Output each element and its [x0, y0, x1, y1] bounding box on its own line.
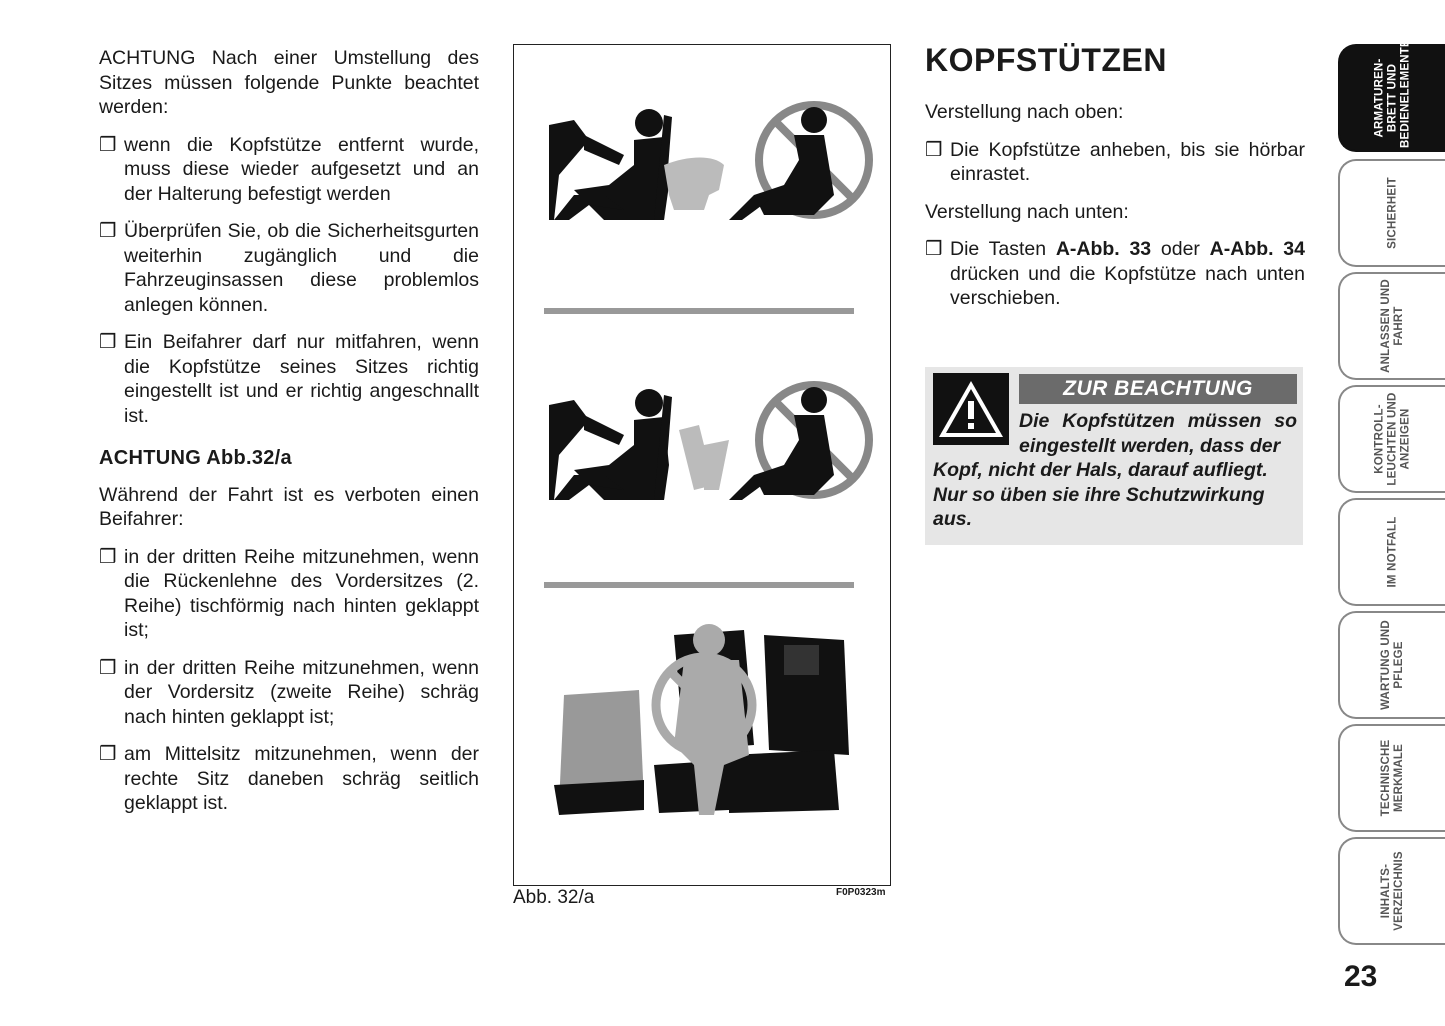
figure-32a [513, 44, 891, 886]
tab-kontrollleuchten[interactable]: KONTROLL-LEUCHTEN UND ANZEIGEN [1338, 385, 1445, 493]
checkbox-icon: ❒ [925, 238, 943, 260]
list-item: ❒ in der dritten Reihe mitzunehmen, wenn der Vordersitz (zweite Reihe) schräg nach hinten geklappt ist; [99, 656, 479, 728]
list-item: ❒ Ein Beifahrer darf nur mitfahren, wenn die Kopfstütze seines Sitzes richtig eingestellt ist und er richtig angeschnallt ist. [99, 331, 479, 427]
figure-code: F0P0323m [836, 887, 886, 898]
panel-3-illustration [554, 624, 849, 815]
tab-wartung[interactable]: WARTUNG UND PFLEGE [1338, 611, 1445, 719]
tab-im-notfall[interactable]: IM NOTFALL [1338, 498, 1445, 606]
list-item: ❒ wenn die Kopfstütze entfernt wurde, muss diese wieder aufgesetzt und an der Halterung befestigt werden [99, 133, 479, 205]
checkbox-icon: ❒ [99, 743, 117, 765]
section-heading: ACHTUNG Abb.32/a [99, 447, 292, 469]
left-column [99, 46, 479, 829]
page-title: KOPFSTÜTZEN [925, 42, 1167, 78]
tab-anlassen[interactable]: ANLASSEN UND FAHRT [1338, 272, 1445, 380]
right-column [925, 40, 1305, 324]
up-label: Verstellung nach oben: [925, 101, 1124, 123]
checkbox-icon: ❒ [99, 545, 117, 568]
tab-armaturenbrett[interactable]: ARMATUREN-BRETT UND BEDIENELEMENTE [1338, 44, 1445, 152]
tab-technische-merkmale[interactable]: TECHNISCHE MERKMALE [1338, 724, 1445, 832]
checkbox-icon: ❒ [925, 138, 943, 161]
panel-divider [544, 582, 854, 588]
chapter-tabs [1338, 39, 1445, 949]
checkbox-icon: ❒ [99, 656, 117, 679]
panel-1-illustration [549, 105, 869, 220]
intro-paragraph: ACHTUNG Nach einer Umstellung des Sitzes müssen folgende Punkte beachtet werden: [99, 47, 479, 118]
tab-inhaltsverzeichnis[interactable]: INHALTS-VERZEICHNIS [1338, 837, 1445, 945]
checkbox-icon: ❒ [99, 133, 117, 156]
tab-sicherheit[interactable]: SICHERHEIT [1338, 159, 1445, 267]
panel-divider [544, 308, 854, 314]
down-label: Verstellung nach unten: [925, 200, 1129, 223]
list-item: ❒ Die Tasten A-Abb. 33 oder A-Abb. 34 drücken und die Kopfstütze nach unten verschieben. [925, 238, 1305, 309]
page-number: 23 [1344, 960, 1378, 993]
list-item: ❒ in der dritten Reihe mitzunehmen, wenn die Rückenlehne des Vordersitzes (2. Reihe) tischförmig nach hinten geklappt ist; [99, 545, 479, 641]
warning-box [925, 367, 1303, 545]
list-item: ❒ Überprüfen Sie, ob die Sicherheitsgurten weiterhin zugänglich und die Fahrzeuginsassen diese problemlos anlegen können. [99, 220, 479, 316]
warning-title: ZUR BEACHTUNG [1019, 374, 1297, 404]
panel-2-illustration [549, 385, 869, 500]
paragraph: Während der Fahrt ist es verboten einen Beifahrer: [99, 483, 479, 530]
seat-illustration [514, 45, 890, 885]
list-item: ❒ am Mittelsitz mitzunehmen, wenn der rechte Sitz daneben schräg seitlich geklappt ist. [99, 743, 479, 814]
figure-caption: Abb. 32/a [513, 887, 595, 908]
checkbox-icon: ❒ [99, 220, 117, 242]
list-item: ❒ Die Kopfstütze anheben, bis sie hörbar einrastet. [925, 138, 1305, 185]
checkbox-icon: ❒ [99, 331, 117, 353]
warning-text: Die Kopfstützen müssen so eingestellt werden, dass der Kopf, nicht der Hals, darauf aufliegt. Nur so üben sie ihre Schutzwirkung aus. [933, 410, 1297, 530]
